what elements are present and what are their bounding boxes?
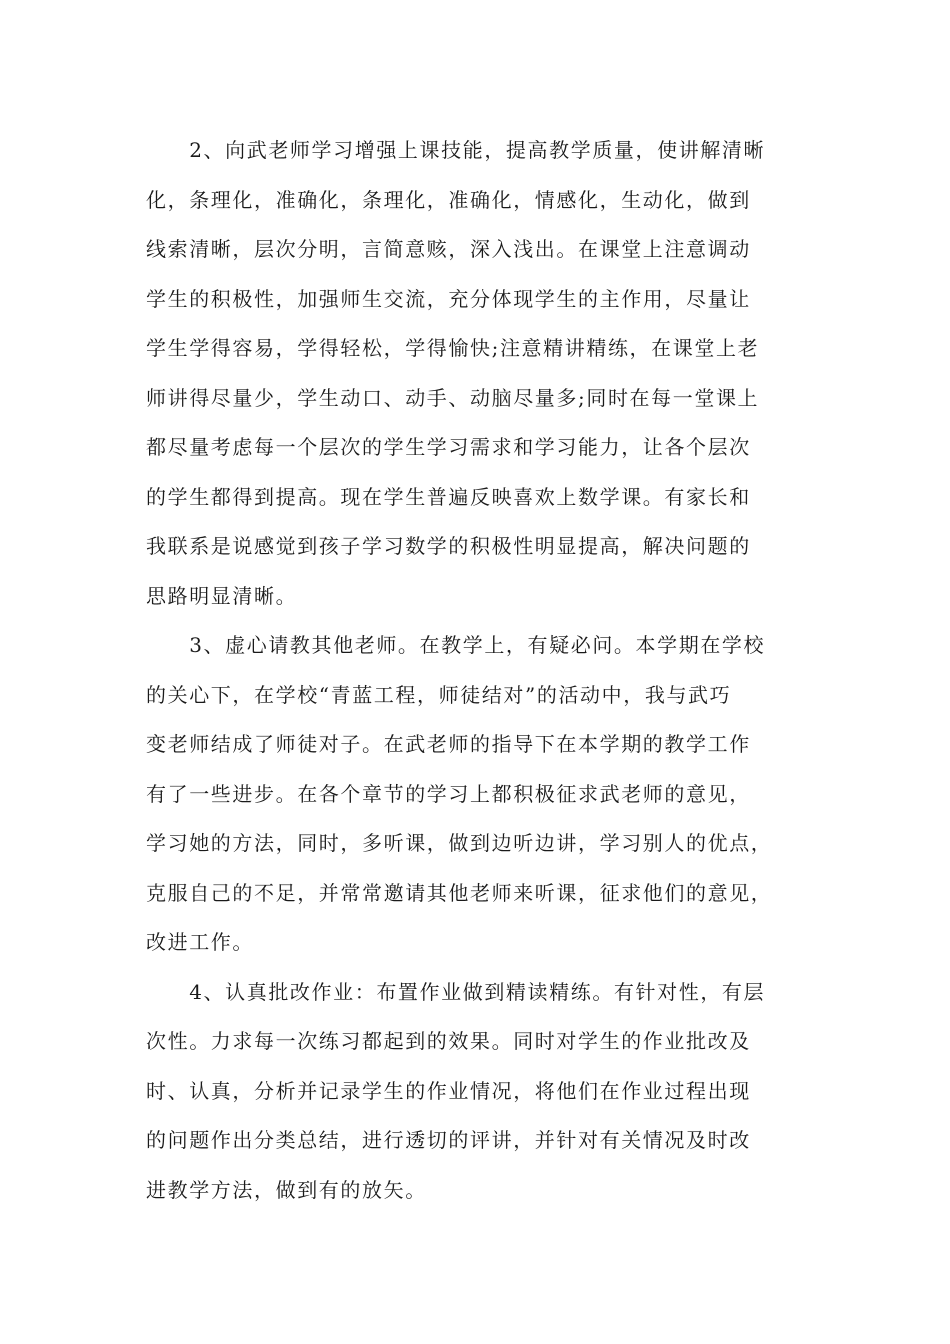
text-line: 3、虚心请教其他老师。在教学上，有疑必问。本学期在学校	[146, 633, 766, 657]
text-line: 有了一些进步。在各个章节的学习上都积极征求武老师的意见，	[146, 781, 751, 806]
text-line: 我联系是说感觉到孩子学习数学的积极性明显提高，解决问题的	[146, 534, 751, 558]
paragraph-3	[146, 621, 796, 968]
text-line: 的问题作出分类总结，进行透切的评讲，并针对有关情况及时改	[146, 1128, 751, 1152]
text-line: 师讲得尽量少，学生动口、动手、动脑尽量多;同时在每一堂课上	[146, 385, 760, 410]
text-line: 变老师结成了师徒对子。在武老师的指导下在本学期的教学工作	[146, 732, 751, 756]
text-line: 改进工作。	[146, 930, 254, 954]
text-line: 线索清晰，层次分明，言简意赅，深入浅出。在课堂上注意调动	[146, 237, 751, 261]
text-line: 4、认真批改作业：布置作业做到精读精练。有针对性，有层	[146, 979, 766, 1004]
text-line: 学生学得容易，学得轻松，学得愉快;注意精讲精练，在课堂上老	[146, 336, 760, 360]
text-line: 的学生都得到提高。现在学生普遍反映喜欢上数学课。有家长和	[146, 484, 751, 509]
text-line: 时、认真，分析并记录学生的作业情况，将他们在作业过程出现	[146, 1078, 751, 1103]
text-line: 次性。力求每一次练习都起到的效果。同时对学生的作业批改及	[146, 1029, 751, 1053]
text-line: 都尽量考虑每一个层次的学生学习需求和学习能力，让各个层次	[146, 435, 751, 459]
text-line: 克服自己的不足，并常常邀请其他老师来听课，征求他们的意见，	[146, 880, 773, 905]
text-line: 学习她的方法，同时，多听课，做到边听边讲，学习别人的优点，	[146, 831, 773, 855]
document-body	[146, 126, 796, 1215]
text-line: 的关心下，在学校“青蓝工程，师徒结对”的活动中，我与武巧	[146, 682, 732, 707]
text-line: 化，条理化，准确化，条理化，准确化，情感化，生动化，做到	[146, 187, 751, 212]
text-line: 进教学方法，做到有的放矢。	[146, 1177, 427, 1202]
text-line: 思路明显清晰。	[146, 583, 298, 608]
paragraph-4	[146, 968, 796, 1216]
text-line: 2、向武老师学习增强上课技能，提高教学质量，使讲解清晰	[146, 138, 766, 162]
text-line: 学生的积极性，加强师生交流，充分体现学生的主作用，尽量让	[146, 286, 751, 311]
paragraph-2	[146, 126, 796, 621]
